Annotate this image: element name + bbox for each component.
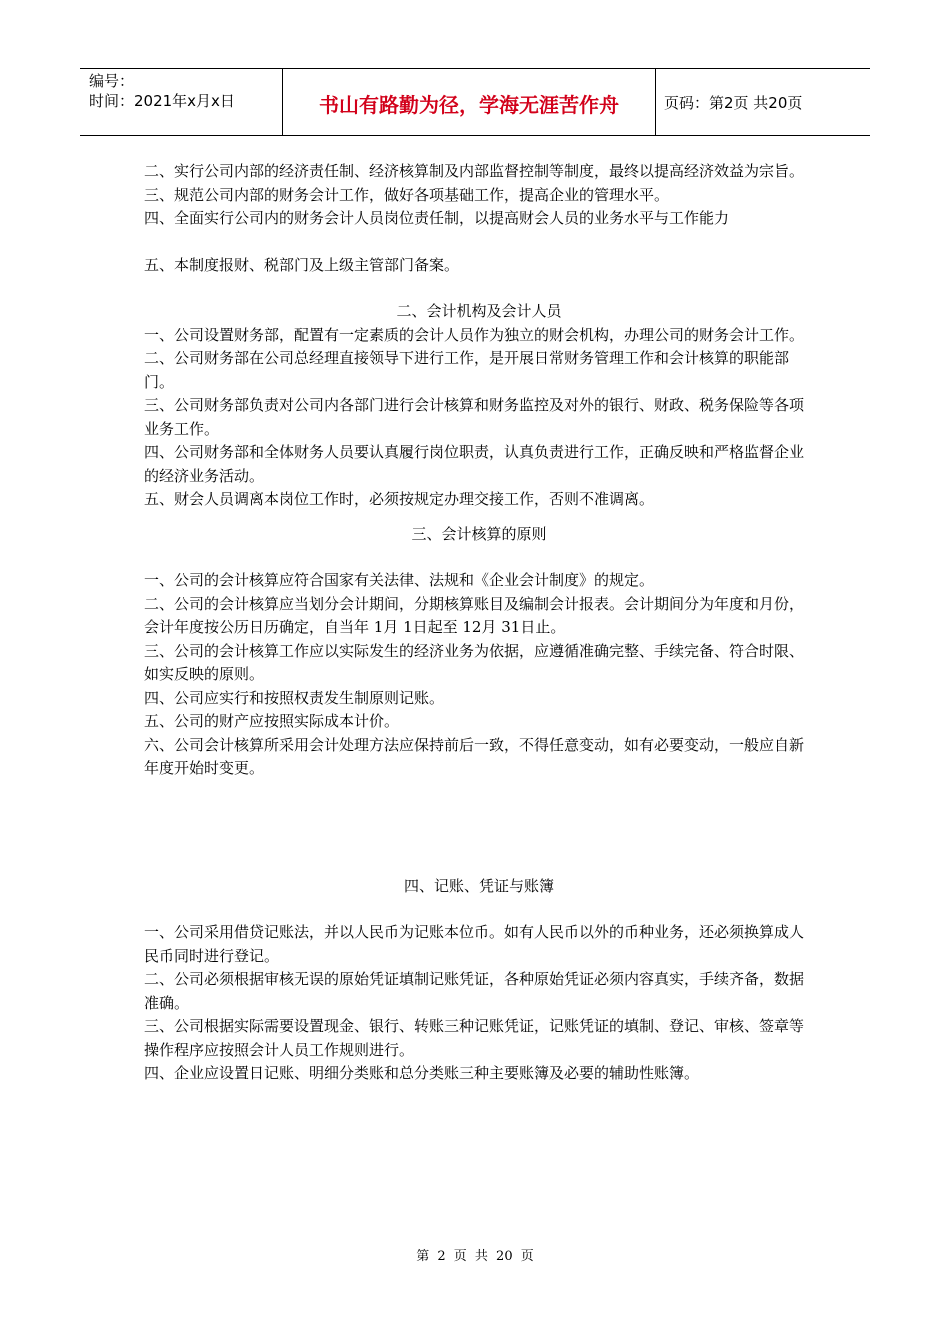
spacer: [144, 781, 814, 875]
spacer: [144, 546, 814, 569]
document-header: [80, 68, 870, 136]
paragraph: 二、实行公司内部的经济责任制、经济核算制及内部监督控制等制度，最终以提高经济效益为宗旨。: [144, 162, 805, 180]
paragraph: 六、公司会计核算所采用会计处理方法应保持前后一致，不得任意变动，如有必要变动，一般应自新年度开始时变更。: [144, 735, 805, 777]
section-heading: 四、记账、凭证与账簿: [403, 876, 554, 895]
paragraph: 的经济业务活动。: [144, 466, 265, 485]
spacer: [144, 512, 814, 523]
number-label: 编号：: [89, 72, 135, 90]
paragraph: 四、全面实行公司内的财务会计人员岗位责任制，以提高财会人员的业务水平与工作能力: [144, 209, 730, 227]
header-page-info: 页码：第2页 共20页: [664, 93, 803, 112]
paragraph: 三、公司财务部负责对公司内各部门进行会计核算和财务监控及对外的银行、财政、税务保险等各项业务工作。: [144, 396, 805, 438]
time-label: 时间：2021年x月x日: [89, 92, 235, 110]
spacer: [144, 277, 814, 300]
paragraph: 五、财会人员调离本岗位工作时，必须按规定办理交接工作，否则不准调离。: [144, 490, 655, 508]
header-motto: 书山有路勤为径，学海无涯苦作舟: [283, 69, 656, 135]
spacer: [144, 898, 814, 921]
paragraph: 四、公司应实行和按照权责发生制原则记账。: [144, 688, 445, 707]
section-heading: 三、会计核算的原则: [411, 524, 547, 543]
header-meta: [80, 69, 283, 135]
paragraph: 二、公司财务部在公司总经理直接领导下进行工作，是开展日常财务管理工作和会计核算的职能部门。: [144, 349, 790, 391]
paragraph: 一、公司采用借贷记账法，并以人民币为记账本位币。如有人民币以外的币种业务，还必须换算成人民币同时进行登记。: [144, 923, 805, 965]
paragraph: 三、规范公司内部的财务会计工作，做好各项基础工作，提高企业的管理水平。: [144, 185, 670, 204]
page-footer: 第 2 页 共 20 页: [416, 1249, 534, 1264]
paragraph: 三、公司根据实际需要设置现金、银行、转账三种记账凭证，记账凭证的填制、登记、审核、签章等操作程序应按照会计人员工作规则进行。: [144, 1017, 805, 1059]
paragraph: 二、公司必须根据审核无误的原始凭证填制记账凭证，各种原始凭证必须内容真实，手续齐备，数据准确。: [144, 970, 805, 1012]
paragraph: 一、公司的会计核算应符合国家有关法律、法规和《企业会计制度》的规定。: [144, 571, 655, 589]
spacer: [144, 231, 814, 254]
paragraph: 三、公司的会计核算工作应以实际发生的经济业务为依据，应遵循准确完整、手续完备、符合时限、如实反映的原则。: [144, 641, 805, 683]
paragraph: 二、公司的会计核算应当划分会计期间，分期核算账目及编制会计报表。会计期间分为年度和月份，会计年度按公历日历确定，自当年 1月 1日起至 12月 31日止。: [144, 594, 805, 636]
paragraph: 四、企业应设置日记账、明细分类账和总分类账三种主要账簿及必要的辅助性账簿。: [144, 1064, 700, 1082]
paragraph: 五、本制度报财、税部门及上级主管部门备案。: [144, 255, 460, 274]
paragraph: 四、公司财务部和全体财务人员要认真履行岗位职责，认真负责进行工作，正确反映和严格监督企业: [144, 443, 805, 461]
section-heading: 二、会计机构及会计人员: [396, 302, 562, 320]
paragraph: 五、公司的财产应按照实际成本计价。: [144, 712, 400, 730]
document-body: [144, 160, 814, 1086]
paragraph: 一、公司设置财务部，配置有一定素质的会计人员作为独立的财会机构，办理公司的财务会计工作。: [144, 325, 805, 344]
